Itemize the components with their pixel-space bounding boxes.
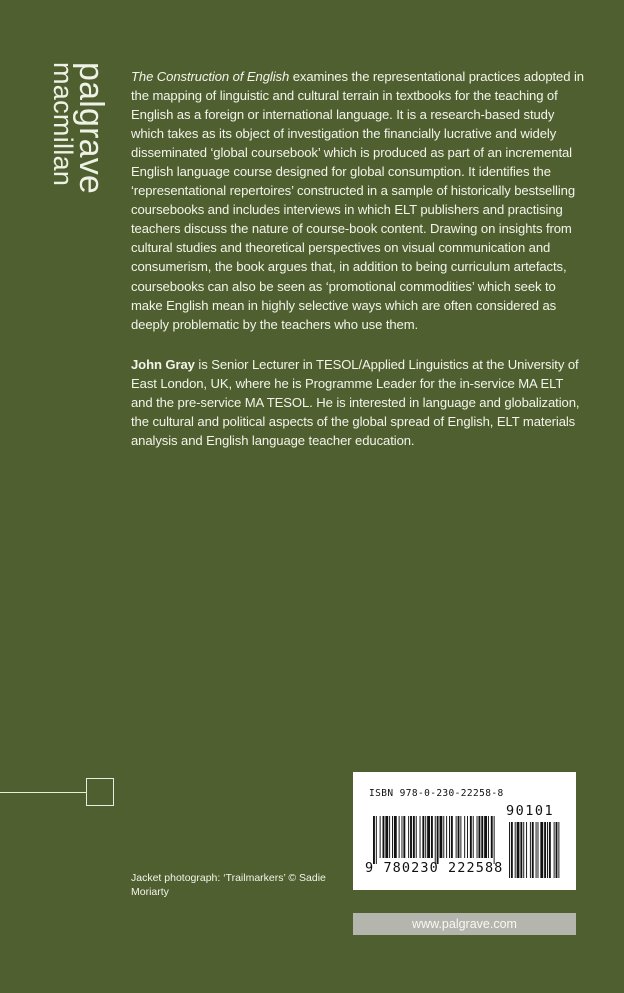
barcode-bar bbox=[488, 816, 489, 858]
addon-bar bbox=[554, 822, 555, 878]
barcode-bar bbox=[458, 816, 460, 858]
barcode-bar bbox=[443, 816, 444, 858]
barcode-bar bbox=[385, 816, 388, 858]
addon-bar bbox=[511, 822, 513, 878]
addon-bar bbox=[558, 822, 559, 878]
logo-word-palgrave: palgrave bbox=[72, 62, 110, 195]
barcode-bar bbox=[449, 816, 450, 858]
barcode-bar bbox=[399, 816, 400, 858]
addon-bar bbox=[532, 822, 534, 878]
barcode-bar bbox=[376, 816, 377, 864]
book-title: The Construction of English bbox=[131, 69, 290, 84]
barcode-bar bbox=[464, 816, 465, 858]
barcode-bar bbox=[403, 816, 405, 858]
barcode-bar bbox=[484, 816, 487, 858]
barcode-bar bbox=[451, 816, 453, 858]
addon-bar bbox=[515, 822, 516, 878]
barcode-bar bbox=[413, 816, 415, 858]
ean-digits: 9 780230 222588 bbox=[365, 860, 504, 876]
barcode-bar bbox=[431, 816, 433, 858]
bio-body: is Senior Lecturer in TESOL/Applied Linguistics at the University of East London, UK, where he is Programme Leader for the in-service MA ELT and the pre-service MA TESOL. He is interested in language and globalization, the cultural and political aspects of the global spread of English, ELT materials analysis and English language teacher education. bbox=[131, 357, 580, 449]
addon-bar bbox=[509, 822, 510, 878]
barcode-bar bbox=[422, 816, 424, 858]
barcode-bar bbox=[425, 816, 426, 858]
barcode-bar bbox=[373, 816, 375, 864]
barcode-bar bbox=[394, 816, 397, 858]
decorative-line bbox=[0, 792, 86, 793]
barcode-bar bbox=[467, 816, 468, 858]
description-paragraph bbox=[131, 67, 585, 334]
book-description bbox=[131, 67, 585, 334]
barcode-bar bbox=[408, 816, 409, 858]
addon-bar bbox=[549, 822, 551, 878]
addon-bar bbox=[520, 822, 522, 878]
barcode-bar bbox=[402, 816, 403, 858]
barcode-bar bbox=[456, 816, 457, 858]
addon-bar bbox=[547, 822, 548, 878]
barcode-bar bbox=[389, 816, 390, 858]
addon-bar bbox=[540, 822, 543, 878]
addon-bar bbox=[544, 822, 546, 878]
bio-paragraph bbox=[131, 355, 585, 450]
barcode-bar bbox=[473, 816, 474, 858]
website-url[interactable]: www.palgrave.com bbox=[353, 913, 576, 935]
barcode-bar bbox=[440, 816, 443, 858]
addon-bar bbox=[556, 822, 558, 878]
description-body: examines the representational practices adopted in the mapping of linguistic and cultural terrain in textbooks for the teaching of English as a foreign or international language. It is a research-based study which takes as its object of investigation the financially lucrative and widely disseminated ‘global coursebook’ which is produced as part of an incremental English language course designed for global consumption. It identifies the ‘representational repertoires’ constructed in a sample of historically bestselling coursebooks and includes interviews in which ELT publishers and practising teachers discuss the nature of course-book content. Drawing on insights from cultural studies and theoretical perspectives on visual communication and consumerism, the book argues that, in addition to being curriculum artefacts, coursebooks can also be seen as ‘promotional commodities’ which seek to make English mean in highly selective ways which are often considered as deeply problematic by the teachers who use them. bbox=[131, 69, 584, 332]
addon-bar bbox=[517, 822, 520, 878]
isbn-label: ISBN 978-0-230-22258-8 bbox=[369, 788, 504, 799]
publisher-logo bbox=[48, 62, 112, 212]
barcode-bar bbox=[410, 816, 412, 858]
barcode-bar bbox=[491, 816, 493, 858]
barcode-bar bbox=[427, 816, 430, 858]
barcode-bar bbox=[460, 816, 461, 858]
barcode-bar bbox=[380, 816, 381, 858]
barcode-bar bbox=[392, 816, 393, 858]
addon-bar bbox=[530, 822, 531, 878]
addon-bar bbox=[523, 822, 524, 878]
author-bio bbox=[131, 355, 585, 450]
barcode-bar bbox=[437, 816, 439, 864]
barcode-bar bbox=[481, 816, 483, 858]
addon-bar bbox=[538, 822, 539, 878]
addon-bar bbox=[536, 822, 537, 878]
addon-bar bbox=[526, 822, 527, 878]
barcode-bar bbox=[420, 816, 421, 858]
barcode-bar bbox=[383, 816, 385, 858]
barcode-bar bbox=[446, 816, 447, 858]
barcode-bar bbox=[416, 816, 417, 858]
barcode-bar bbox=[494, 816, 495, 864]
barcode-bar bbox=[435, 816, 436, 864]
addon-digits: 90101 bbox=[506, 803, 555, 819]
photo-credit: Jacket photograph: ‘Trailmarkers’ © Sadie Moriarty bbox=[131, 872, 326, 898]
barcode-bar bbox=[477, 816, 478, 858]
barcode-panel bbox=[353, 772, 576, 890]
barcode-bar bbox=[470, 816, 472, 858]
decorative-square bbox=[86, 778, 114, 806]
logo-word-macmillan: macmillan bbox=[48, 62, 78, 187]
barcode-bar bbox=[478, 816, 480, 858]
author-name: John Gray bbox=[131, 357, 195, 372]
